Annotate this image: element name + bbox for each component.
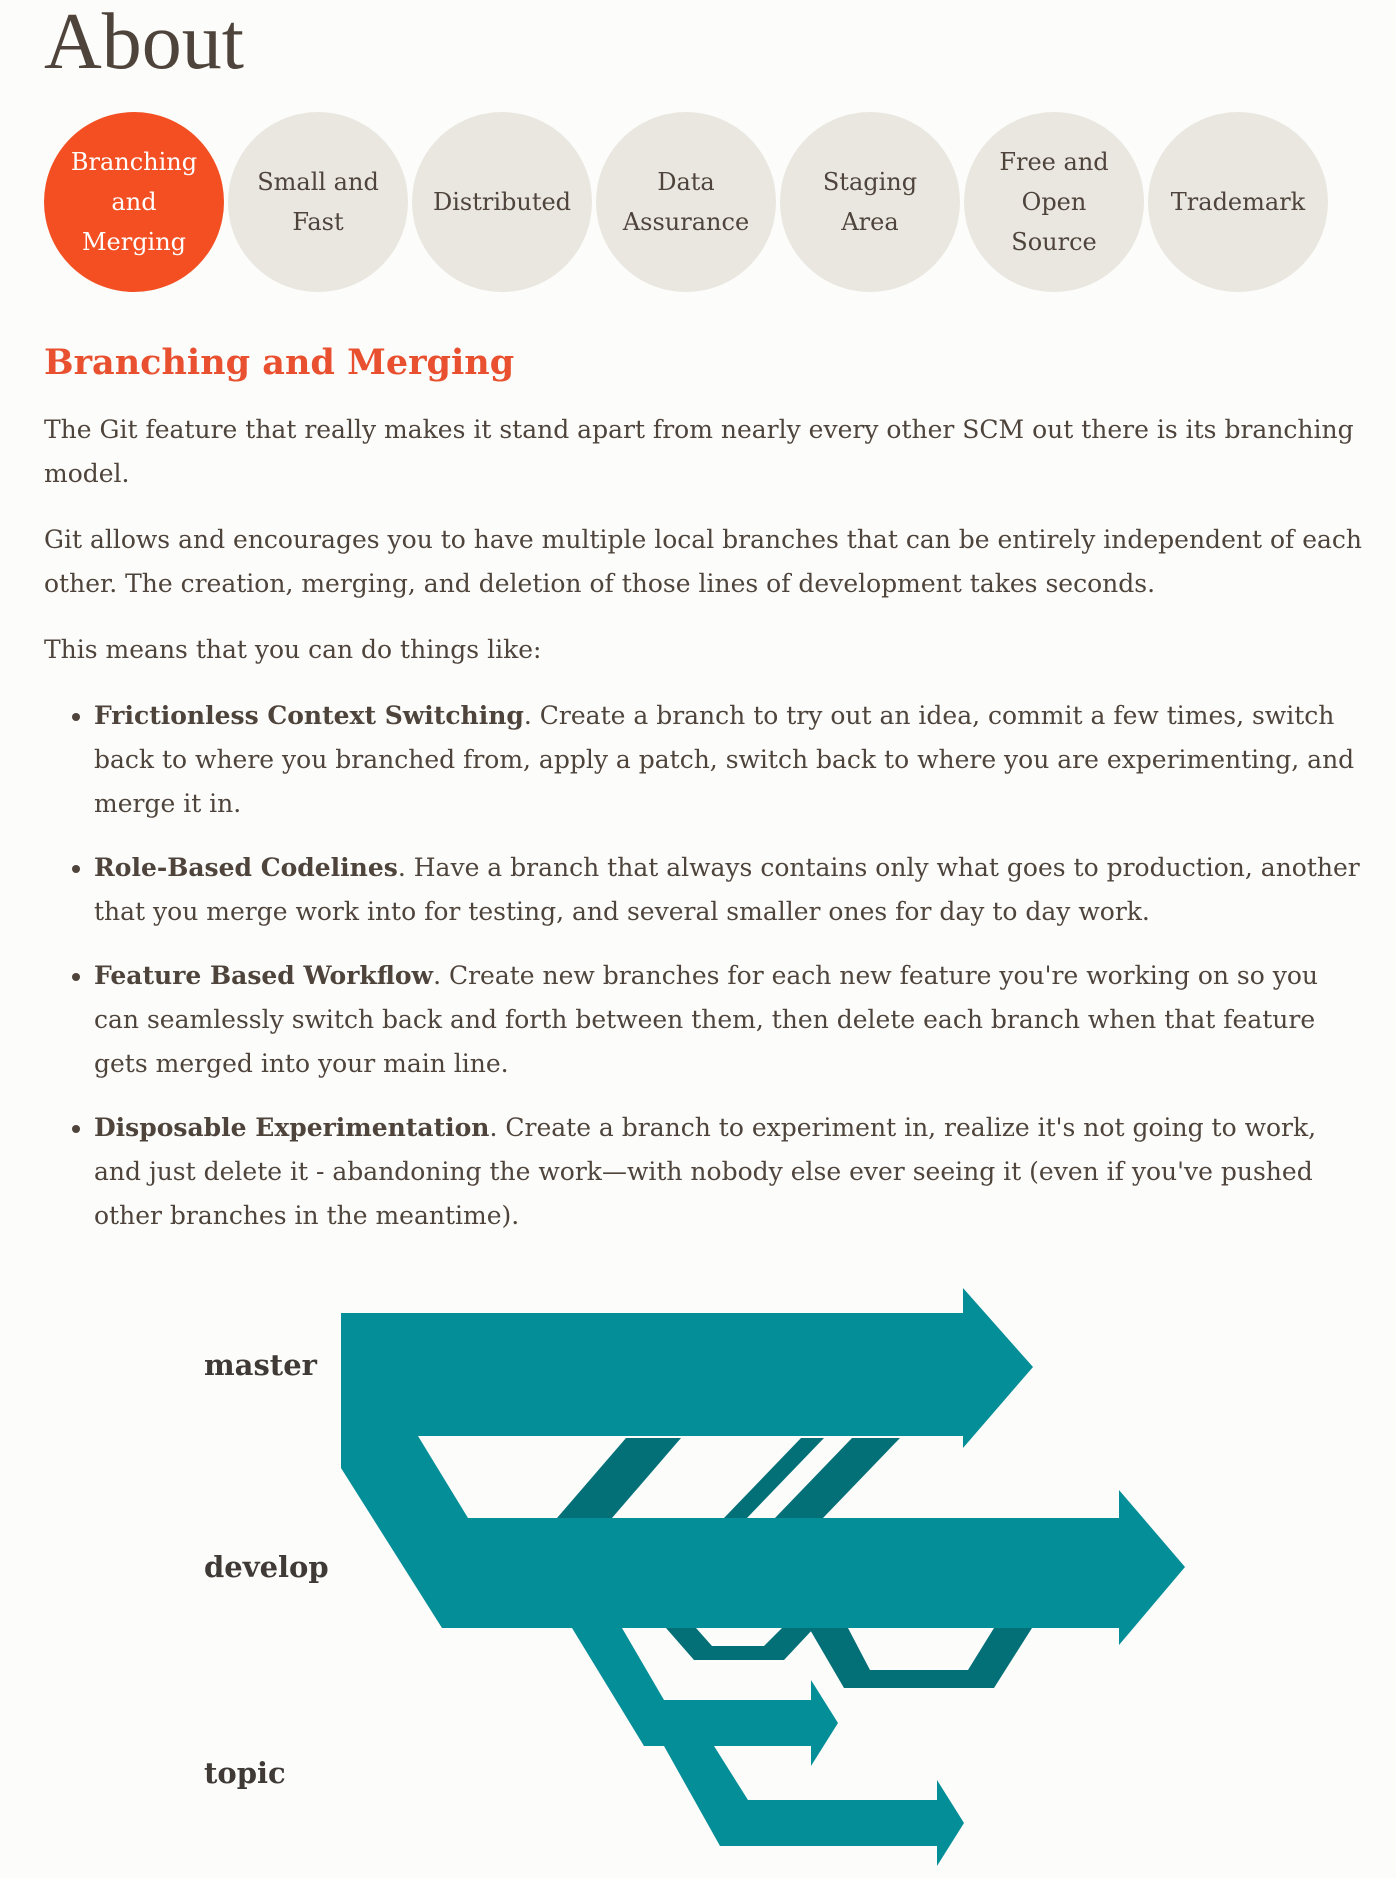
- tab-free-and-open-source[interactable]: Free and Open Source: [964, 112, 1144, 292]
- section-body: [44, 408, 1364, 1258]
- page-title: About: [44, 0, 244, 86]
- list-item-text: . Create a branch to try out an idea, commit a few times, switch back to where you branched from, apply a patch, switch back to where you are experimenting, and merge it in.: [94, 701, 1355, 818]
- paragraph: This means that you can do things like:: [44, 635, 542, 664]
- paragraph: Git allows and encourages you to have multiple local branches that can be entirely independent of each other. The creation, merging, and deletion of those lines of development takes seconds.: [44, 525, 1363, 598]
- list-item: [94, 954, 1364, 1086]
- tab-branching-and-merging[interactable]: Branching and Merging: [44, 112, 224, 292]
- list-item: [94, 846, 1364, 934]
- master-label: master: [204, 1348, 317, 1382]
- feature-list: [44, 694, 1364, 1238]
- list-item-text: . Create new branches for each new feature you're working on so you can seamlessly switch back and forth between them, then delete each branch when that feature gets merged into your main line.: [94, 961, 1319, 1078]
- topic-merge-loop: [809, 1628, 1032, 1688]
- list-item-term: Feature Based Workflow: [94, 961, 434, 990]
- tab-staging-area[interactable]: Staging Area: [780, 112, 960, 292]
- section-title: Branching and Merging: [44, 342, 515, 383]
- list-item-term: Frictionless Context Switching: [94, 701, 524, 730]
- list-item-term: Disposable Experimentation: [94, 1113, 490, 1142]
- master-arrow: [341, 1288, 1033, 1448]
- list-item-text: . Have a branch that always contains only what goes to production, another that you merge work into for testing, and several smaller ones for day to day work.: [94, 853, 1360, 926]
- list-item-text: . Create a branch to experiment in, realize it's not going to work, and just delete it - abandoning the work—with nobody else ever seeing it (even if you've pushed other branches in the meantime).: [94, 1113, 1317, 1230]
- merge-connector: [557, 1438, 681, 1518]
- topic-merge-loop: [666, 1628, 814, 1660]
- tab-distributed[interactable]: Distributed: [412, 112, 592, 292]
- list-item: [94, 1106, 1364, 1238]
- tab-data-assurance[interactable]: Data Assurance: [596, 112, 776, 292]
- tab-trademark[interactable]: Trademark: [1148, 112, 1328, 292]
- paragraph: The Git feature that really makes it stand apart from nearly every other SCM out there is its branching model.: [44, 415, 1354, 488]
- topic-branch-2: [664, 1746, 964, 1866]
- feature-tabs: [44, 112, 1328, 292]
- branching-diagram: [44, 1268, 1396, 1868]
- list-item-term: Role-Based Codelines: [94, 853, 398, 882]
- topic-label: topic: [204, 1756, 286, 1790]
- develop-label: develop: [204, 1550, 329, 1584]
- tab-small-and-fast[interactable]: Small and Fast: [228, 112, 408, 292]
- list-item: [94, 694, 1364, 826]
